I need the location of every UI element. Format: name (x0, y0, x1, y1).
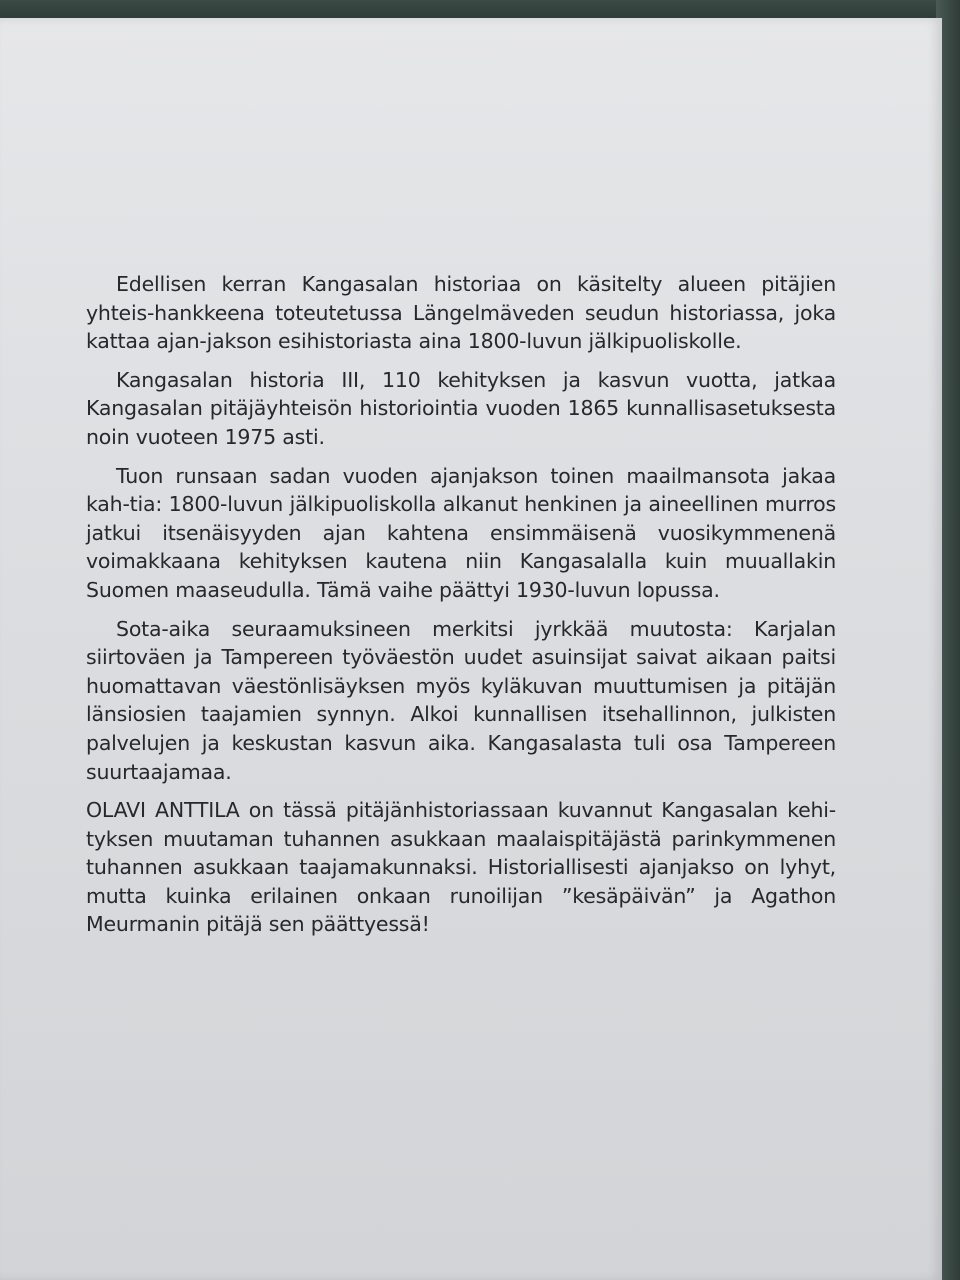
paragraph-1: Edellisen kerran Kangasalan historiaa on käsitelty alueen pitäjien yhteis-hankkeena toteutetussa Längelmäveden seudun historiassa, joka kattaa ajan-jakson esihistoriasta aina 1800-luvun jälkipuoliskolle. (86, 272, 836, 354)
paragraph-4: Sota-aika seuraamuksineen merkitsi jyrkkää muutosta: Karjalan siirtoväen ja Tampereen työväestön uudet asuinsijat saivat aikaan paitsi huomattavan väestönlisäyksen myös kyläkuvan muuttumisen ja pitäjän länsiosien taajamien synnyn. Alkoi kunnallisen itsehallinnon, julkisten palvelujen ja keskustan kasvun aika. Kangasalasta tuli osa Tampereen suurtaajamaa. (86, 616, 836, 784)
body-text (86, 270, 836, 949)
paragraph-2: Kangasalan historia III, 110 kehityksen ja kasvun vuotta, jatkaa Kangasalan pitäjäyhteisön historiointia vuoden 1865 kunnallisasetuksesta noin vuoteen 1975 asti. (86, 367, 836, 449)
book-page (0, 18, 942, 1280)
paragraph-3: Tuon runsaan sadan vuoden ajanjakson toinen maailmansota jakaa kah-tia: 1800-luvun jälkipuoliskolla alkanut henkinen ja aineellinen murros jatkui itsenäisyyden ajan kahtena ensimmäisenä vuosikymmenenä voimakkaana kehityksen kautena niin Kangasalalla kuin muuallakin Suomen maaseudulla. Tämä vaihe päättyi 1930-luvun lopussa. (86, 463, 836, 602)
paragraph-5: OLAVI ANTTILA on tässä pitäjänhistoriassaan kuvannut Kangasalan kehi-tyksen muutaman tuhannen asukkaan maalaispitäjästä parinkymmenen tuhannen asukkaan taajamakunnaksi. Historiallisesti ajanjakso on lyhyt, mutta kuinka erilainen onkaan runoilijan ”kesäpäivän” ja Agathon Meurmanin pitäjä sen päättyessä! (86, 798, 836, 937)
